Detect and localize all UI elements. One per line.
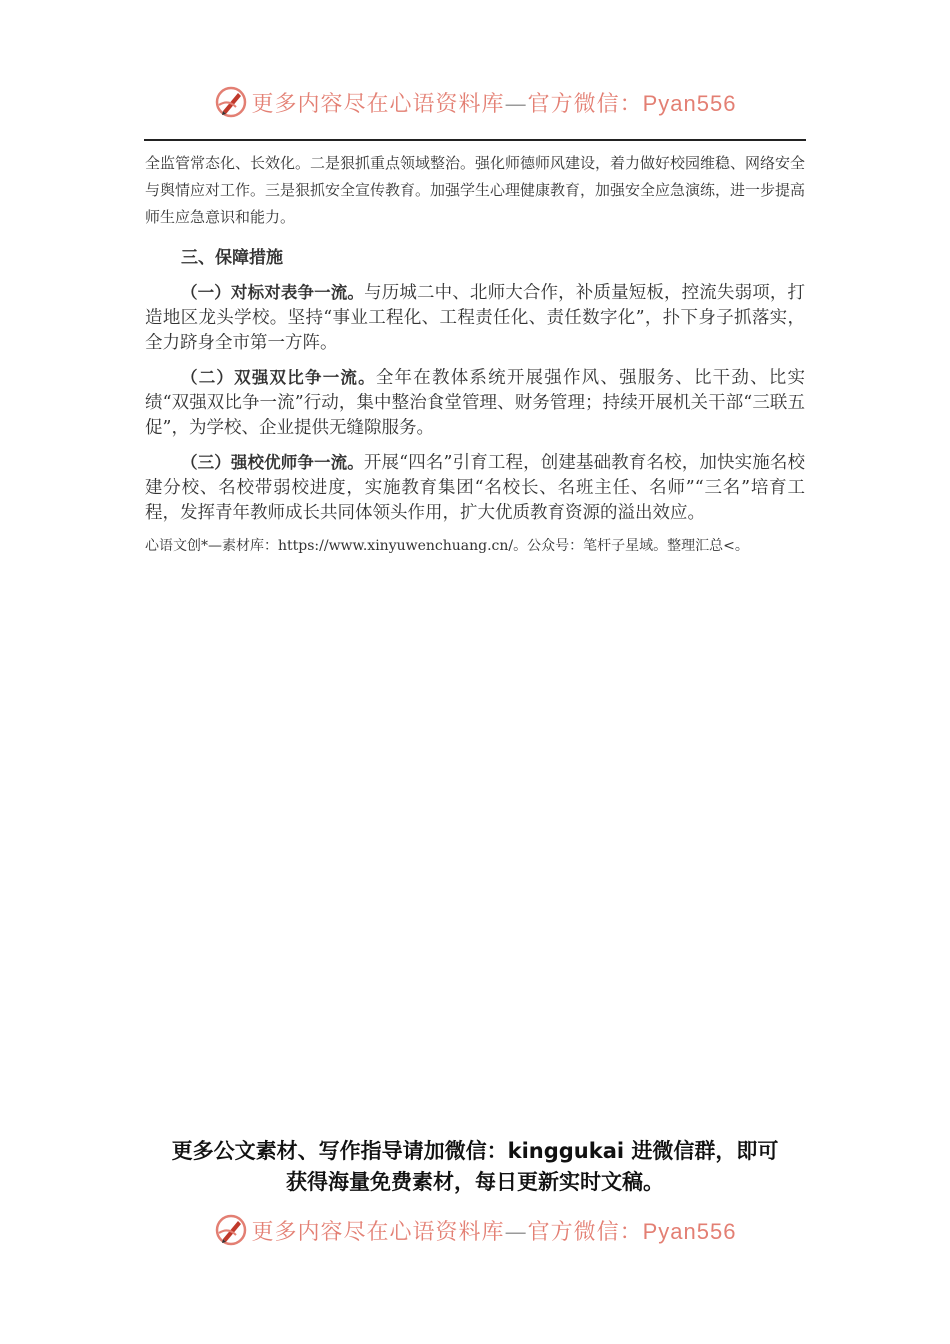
pen-logo-icon xyxy=(214,1213,248,1247)
measure-item-1-lead: （一）对标对表争一流。 xyxy=(181,283,365,302)
measure-item-2-text: 全年在教体系统开展强作风、强服务、比干劲、比实绩“双强双比争一流”行动，集中整治食堂管理、财务管理；持续开展机关干部“三联五促”，为学校、企业提供无缝隙服务。 xyxy=(145,368,806,438)
measure-item-3-lead: （三）强校优师争一流。 xyxy=(181,453,364,472)
promo-line-2: 获得海量免费素材，每日更新实时文稿。 xyxy=(286,1170,664,1194)
promo-block xyxy=(0,1136,950,1198)
header-banner xyxy=(0,78,950,126)
banner-dash: — xyxy=(504,1219,528,1245)
measure-item-2 xyxy=(145,365,805,441)
banner-main-text: 更多内容尽在心语资料库 xyxy=(251,1219,505,1245)
header-divider xyxy=(144,139,806,141)
banner-dash: — xyxy=(504,91,528,117)
banner-main-text: 更多内容尽在心语资料库 xyxy=(251,91,505,117)
measure-item-3 xyxy=(145,450,805,526)
banner-text xyxy=(252,1215,737,1246)
promo-line-1: 更多公文素材、写作指导请加微信：kinggukai 进微信群，即可 xyxy=(171,1139,779,1163)
footer-banner xyxy=(0,1206,950,1254)
measure-item-3-text: 开展“四名”引育工程，创建基础教育名校，加快实施名校建分校、名校带弱校进度，实施教育集团“名校长、名班主任、名师”“三名”培育工程，发挥青年教师成长共同体领头作用，扩大优质教育资源的溢出效应。 xyxy=(145,453,805,523)
measure-item-1-text: 与历城二中、北师大合作，补质量短板，控流失弱项，打造地区龙头学校。坚持“事业工程化、工程责任化、责任数字化”，扑下身子抓落实，全力跻身全市第一方阵。 xyxy=(145,283,806,353)
banner-wechat-id: Pyan556 xyxy=(642,90,737,116)
banner-official-text: 官方微信： xyxy=(527,91,643,117)
document-body xyxy=(145,150,805,557)
intro-paragraph: 全监管常态化、长效化。二是狠抓重点领域整治。强化师德师风建设，着力做好校园维稳、网络安全与舆情应对工作。三是狠抓安全宣传教育。加强学生心理健康教育，加强安全应急演练，进一步提高师生应急意识和能力。 xyxy=(145,154,806,226)
banner-official-text: 官方微信： xyxy=(527,1219,643,1245)
section-heading: 三、保障措施 xyxy=(181,248,283,268)
source-footnote: 心语文创*—素材库：https://www.xinyuwenchuang.cn/。公众号：笔杆子星域。整理汇总<。 xyxy=(145,538,749,554)
banner-text xyxy=(252,87,737,118)
banner-wechat-id: Pyan556 xyxy=(642,1218,737,1244)
pen-logo-icon xyxy=(214,85,248,119)
measure-item-1 xyxy=(145,280,805,356)
measure-item-2-lead: （二）双强双比争一流。 xyxy=(181,368,376,387)
